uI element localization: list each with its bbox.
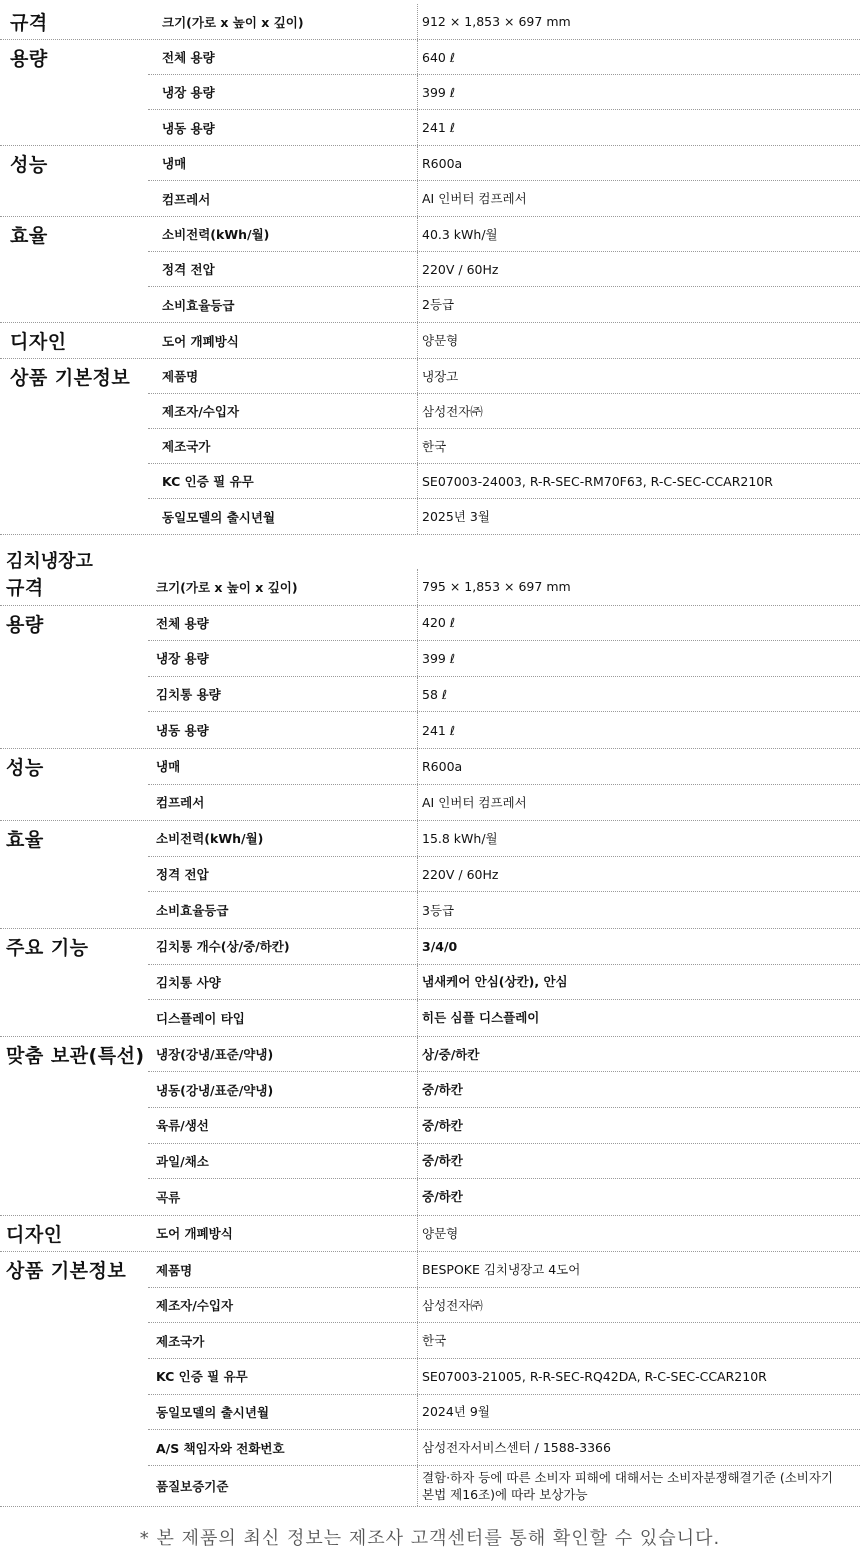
- spec-label: 품질보증기준: [148, 1466, 418, 1506]
- spec-group-title: 성능: [10, 154, 48, 176]
- spec-row: [148, 641, 860, 677]
- spec-group-title: 디자인: [6, 1223, 63, 1246]
- spec-value: 삼성전자㈜: [422, 403, 483, 419]
- spec-label: 정격 전압: [148, 252, 418, 286]
- spec-row: [148, 40, 860, 75]
- spec-value: 640 ℓ: [422, 49, 455, 65]
- spec-label: 크기(가로 x 높이 x 깊이): [148, 569, 418, 605]
- spec-value: 40.3 kWh/월: [422, 226, 498, 242]
- spec-value: 399 ℓ: [422, 650, 455, 666]
- spec-label: 냉동 용량: [148, 712, 418, 748]
- spec-group-rows: [148, 821, 860, 928]
- spec-group-title: 디자인: [10, 331, 67, 353]
- spec-row: [148, 749, 860, 785]
- spec-group-rows: [148, 146, 860, 216]
- spec-value: 3등급: [422, 902, 455, 918]
- spec-group: [0, 323, 860, 359]
- spec-label: 냉장 용량: [148, 641, 418, 676]
- spec-value: 냉장고: [422, 368, 459, 384]
- spec-row: [148, 1216, 860, 1252]
- spec-label: 컴프레서: [148, 785, 418, 821]
- spec-value: 15.8 kWh/월: [422, 830, 498, 846]
- spec-value: 795 × 1,853 × 697 mm: [422, 579, 571, 595]
- spec-label: 제조자/수입자: [148, 1288, 418, 1323]
- spec-value: AI 인버터 컴프레서: [422, 794, 527, 810]
- spec-row: [148, 857, 860, 893]
- spec-group-rows: [148, 1252, 860, 1506]
- spec-value: 냄새케어 안심(상칸), 안심: [422, 974, 568, 990]
- spec-row: [148, 1395, 860, 1431]
- spec-row: [148, 606, 860, 642]
- spec-group: [0, 1216, 860, 1253]
- spec-label: 제품명: [148, 359, 418, 393]
- spec-group-title: 성능: [6, 756, 44, 779]
- spec-row: [148, 821, 860, 857]
- spec-label: 소비효율등급: [148, 287, 418, 322]
- spec-value: 2024년 9월: [422, 1404, 490, 1420]
- spec-row: [148, 181, 860, 216]
- spec-value: 중/하칸: [422, 1117, 463, 1133]
- spec-value: 한국: [422, 438, 447, 454]
- spec-value: 양문형: [422, 1225, 459, 1241]
- spec-label: 냉매: [148, 146, 418, 180]
- spec-value: 중/하칸: [422, 1189, 463, 1205]
- spec-label: 소비효율등급: [148, 892, 418, 928]
- spec-group: [0, 40, 860, 146]
- spec-group-title: 규격: [6, 577, 44, 599]
- spec-group-rows: [148, 217, 860, 322]
- spec-label: 냉매: [148, 749, 418, 784]
- spec-label: 제조국가: [148, 429, 418, 463]
- spec-group-title: 용량: [6, 613, 44, 636]
- spec-group-title: 주요 기능: [6, 936, 89, 959]
- spec-group-title: 상품 기본정보: [10, 367, 131, 389]
- spec-label: 김치통 용량: [148, 677, 418, 712]
- spec-row: [148, 1179, 860, 1215]
- spec-row: [148, 1108, 860, 1144]
- spec-value: 상/중/하칸: [422, 1046, 480, 1062]
- spec-group: [0, 4, 860, 40]
- spec-value: 중/하칸: [422, 1082, 463, 1098]
- spec-group: [0, 1252, 860, 1507]
- spec-group-rows: [148, 569, 860, 605]
- spec-group: [0, 569, 860, 606]
- spec-row: [148, 252, 860, 287]
- spec-group-rows: [148, 40, 860, 145]
- spec-group-rows: [148, 606, 860, 748]
- spec-row: [148, 394, 860, 429]
- spec-row: [148, 146, 860, 181]
- spec-label: 동일모델의 출시년월: [148, 1395, 418, 1430]
- spec-label: 전체 용량: [148, 40, 418, 74]
- spec-group: [0, 821, 860, 929]
- spec-group: [0, 606, 860, 749]
- kimchi-spec-table: [0, 569, 860, 1507]
- spec-row: [148, 929, 860, 965]
- spec-row: [148, 287, 860, 322]
- spec-value: 한국: [422, 1333, 447, 1349]
- spec-label: 김치통 사양: [148, 965, 418, 1000]
- spec-label: 소비전력(kWh/월): [148, 821, 418, 856]
- spec-row: [148, 1144, 860, 1180]
- spec-row: [148, 4, 860, 39]
- spec-row: [148, 1288, 860, 1324]
- spec-value: 결함·하자 등에 따른 소비자 피해에 대해서는 소비자분쟁해결기준 (소비자기본법 제16조)에 따라 보상가능: [422, 1469, 833, 1502]
- spec-row: [148, 892, 860, 928]
- spec-label: 냉장 용량: [148, 75, 418, 109]
- refrigerator-spec-table: [0, 0, 860, 535]
- spec-value: 2등급: [422, 297, 455, 312]
- spec-value: 220V / 60Hz: [422, 866, 499, 882]
- spec-group: [0, 929, 860, 1037]
- spec-label: 디스플레이 타입: [148, 1000, 418, 1036]
- spec-value: 399 ℓ: [422, 84, 455, 100]
- spec-row: [148, 75, 860, 110]
- spec-label: A/S 책임자와 전화번호: [148, 1430, 418, 1465]
- spec-group: [0, 146, 860, 217]
- spec-value: 2025년 3월: [422, 509, 490, 524]
- spec-label: KC 인증 필 유무: [148, 1359, 418, 1394]
- spec-value: 삼성전자㈜: [422, 1297, 483, 1313]
- spec-group-title: 효율: [6, 829, 44, 852]
- spec-group-rows: [148, 359, 860, 534]
- spec-row: [148, 217, 860, 252]
- spec-group-title: 맞춤 보관(특선): [6, 1044, 145, 1067]
- spec-row: [148, 1323, 860, 1359]
- spec-value: SE07003-21005, R-R-SEC-RQ42DA, R-C-SEC-CCAR210R: [422, 1368, 767, 1384]
- spec-row: [148, 359, 860, 394]
- spec-value: 220V / 60Hz: [422, 261, 499, 277]
- spec-group-title: 상품 기본정보: [6, 1260, 127, 1283]
- spec-value: 3/4/0: [422, 938, 458, 954]
- spec-row: [148, 569, 860, 605]
- spec-value: 삼성전자서비스센터 / 1588-3366: [422, 1440, 611, 1456]
- footnote: * 본 제품의 최신 정보는 제조사 고객센터를 통해 확인할 수 있습니다.: [139, 1528, 721, 1549]
- spec-value: R600a: [422, 758, 463, 774]
- spec-group-rows: [148, 929, 860, 1036]
- spec-label: 곡류: [148, 1179, 418, 1215]
- spec-row: [148, 429, 860, 464]
- spec-value: 중/하칸: [422, 1153, 463, 1169]
- spec-value: 히든 심플 디스플레이: [422, 1010, 540, 1026]
- spec-value: 58 ℓ: [422, 686, 448, 702]
- spec-group-title: 효율: [10, 225, 48, 247]
- spec-group: [0, 359, 860, 535]
- spec-label: 제품명: [148, 1252, 418, 1287]
- spec-row: [148, 677, 860, 713]
- spec-label: 김치통 개수(상/중/하칸): [148, 929, 418, 964]
- spec-row: [148, 499, 860, 534]
- spec-group-rows: [148, 749, 860, 820]
- spec-value: AI 인버터 컴프레서: [422, 191, 527, 206]
- spec-row: [148, 965, 860, 1001]
- spec-label: 정격 전압: [148, 857, 418, 892]
- spec-label: 도어 개폐방식: [148, 323, 418, 358]
- spec-label: 육류/생선: [148, 1108, 418, 1143]
- spec-label: 도어 개폐방식: [148, 1216, 418, 1252]
- spec-label: 소비전력(kWh/월): [148, 217, 418, 251]
- spec-value: BESPOKE 김치냉장고 4도어: [422, 1262, 581, 1278]
- spec-value: 241 ℓ: [422, 722, 455, 738]
- spec-row: [148, 464, 860, 499]
- spec-group-rows: [148, 1037, 860, 1215]
- kimchi-section-heading: 김치냉장고: [6, 551, 93, 572]
- spec-label: 컴프레서: [148, 181, 418, 216]
- spec-row: [148, 1252, 860, 1288]
- spec-label: 제조국가: [148, 1323, 418, 1358]
- spec-group-rows: [148, 4, 860, 39]
- spec-row: [148, 323, 860, 358]
- spec-row: [148, 1466, 860, 1506]
- spec-label: 크기(가로 x 높이 x 깊이): [148, 4, 418, 39]
- spec-label: 냉동 용량: [148, 110, 418, 145]
- spec-value: SE07003-24003, R-R-SEC-RM70F63, R-C-SEC-CCAR210R: [422, 473, 773, 489]
- spec-group-title: 규격: [10, 12, 48, 34]
- spec-row: [148, 1037, 860, 1073]
- spec-row: [148, 1000, 860, 1036]
- spec-label: 냉장(강냉/표준/약냉): [148, 1037, 418, 1072]
- spec-group-rows: [148, 323, 860, 358]
- spec-row: [148, 110, 860, 145]
- spec-row: [148, 785, 860, 821]
- spec-group-rows: [148, 1216, 860, 1252]
- spec-label: 과일/채소: [148, 1144, 418, 1179]
- spec-group: [0, 749, 860, 821]
- spec-value: 912 × 1,853 × 697 mm: [422, 14, 571, 29]
- spec-value: 241 ℓ: [422, 120, 455, 135]
- spec-row: [148, 712, 860, 748]
- spec-label: 제조자/수입자: [148, 394, 418, 428]
- spec-value: 양문형: [422, 333, 459, 348]
- spec-label: 전체 용량: [148, 606, 418, 641]
- spec-row: [148, 1072, 860, 1108]
- spec-row: [148, 1359, 860, 1395]
- spec-label: KC 인증 필 유무: [148, 464, 418, 498]
- spec-group: [0, 217, 860, 323]
- spec-group-title: 용량: [10, 48, 48, 70]
- spec-row: [148, 1430, 860, 1466]
- spec-value: 420 ℓ: [422, 615, 455, 631]
- spec-value: R600a: [422, 155, 463, 171]
- spec-label: 냉동(강냉/표준/약냉): [148, 1072, 418, 1107]
- spec-label: 동일모델의 출시년월: [148, 499, 418, 534]
- spec-group: [0, 1037, 860, 1216]
